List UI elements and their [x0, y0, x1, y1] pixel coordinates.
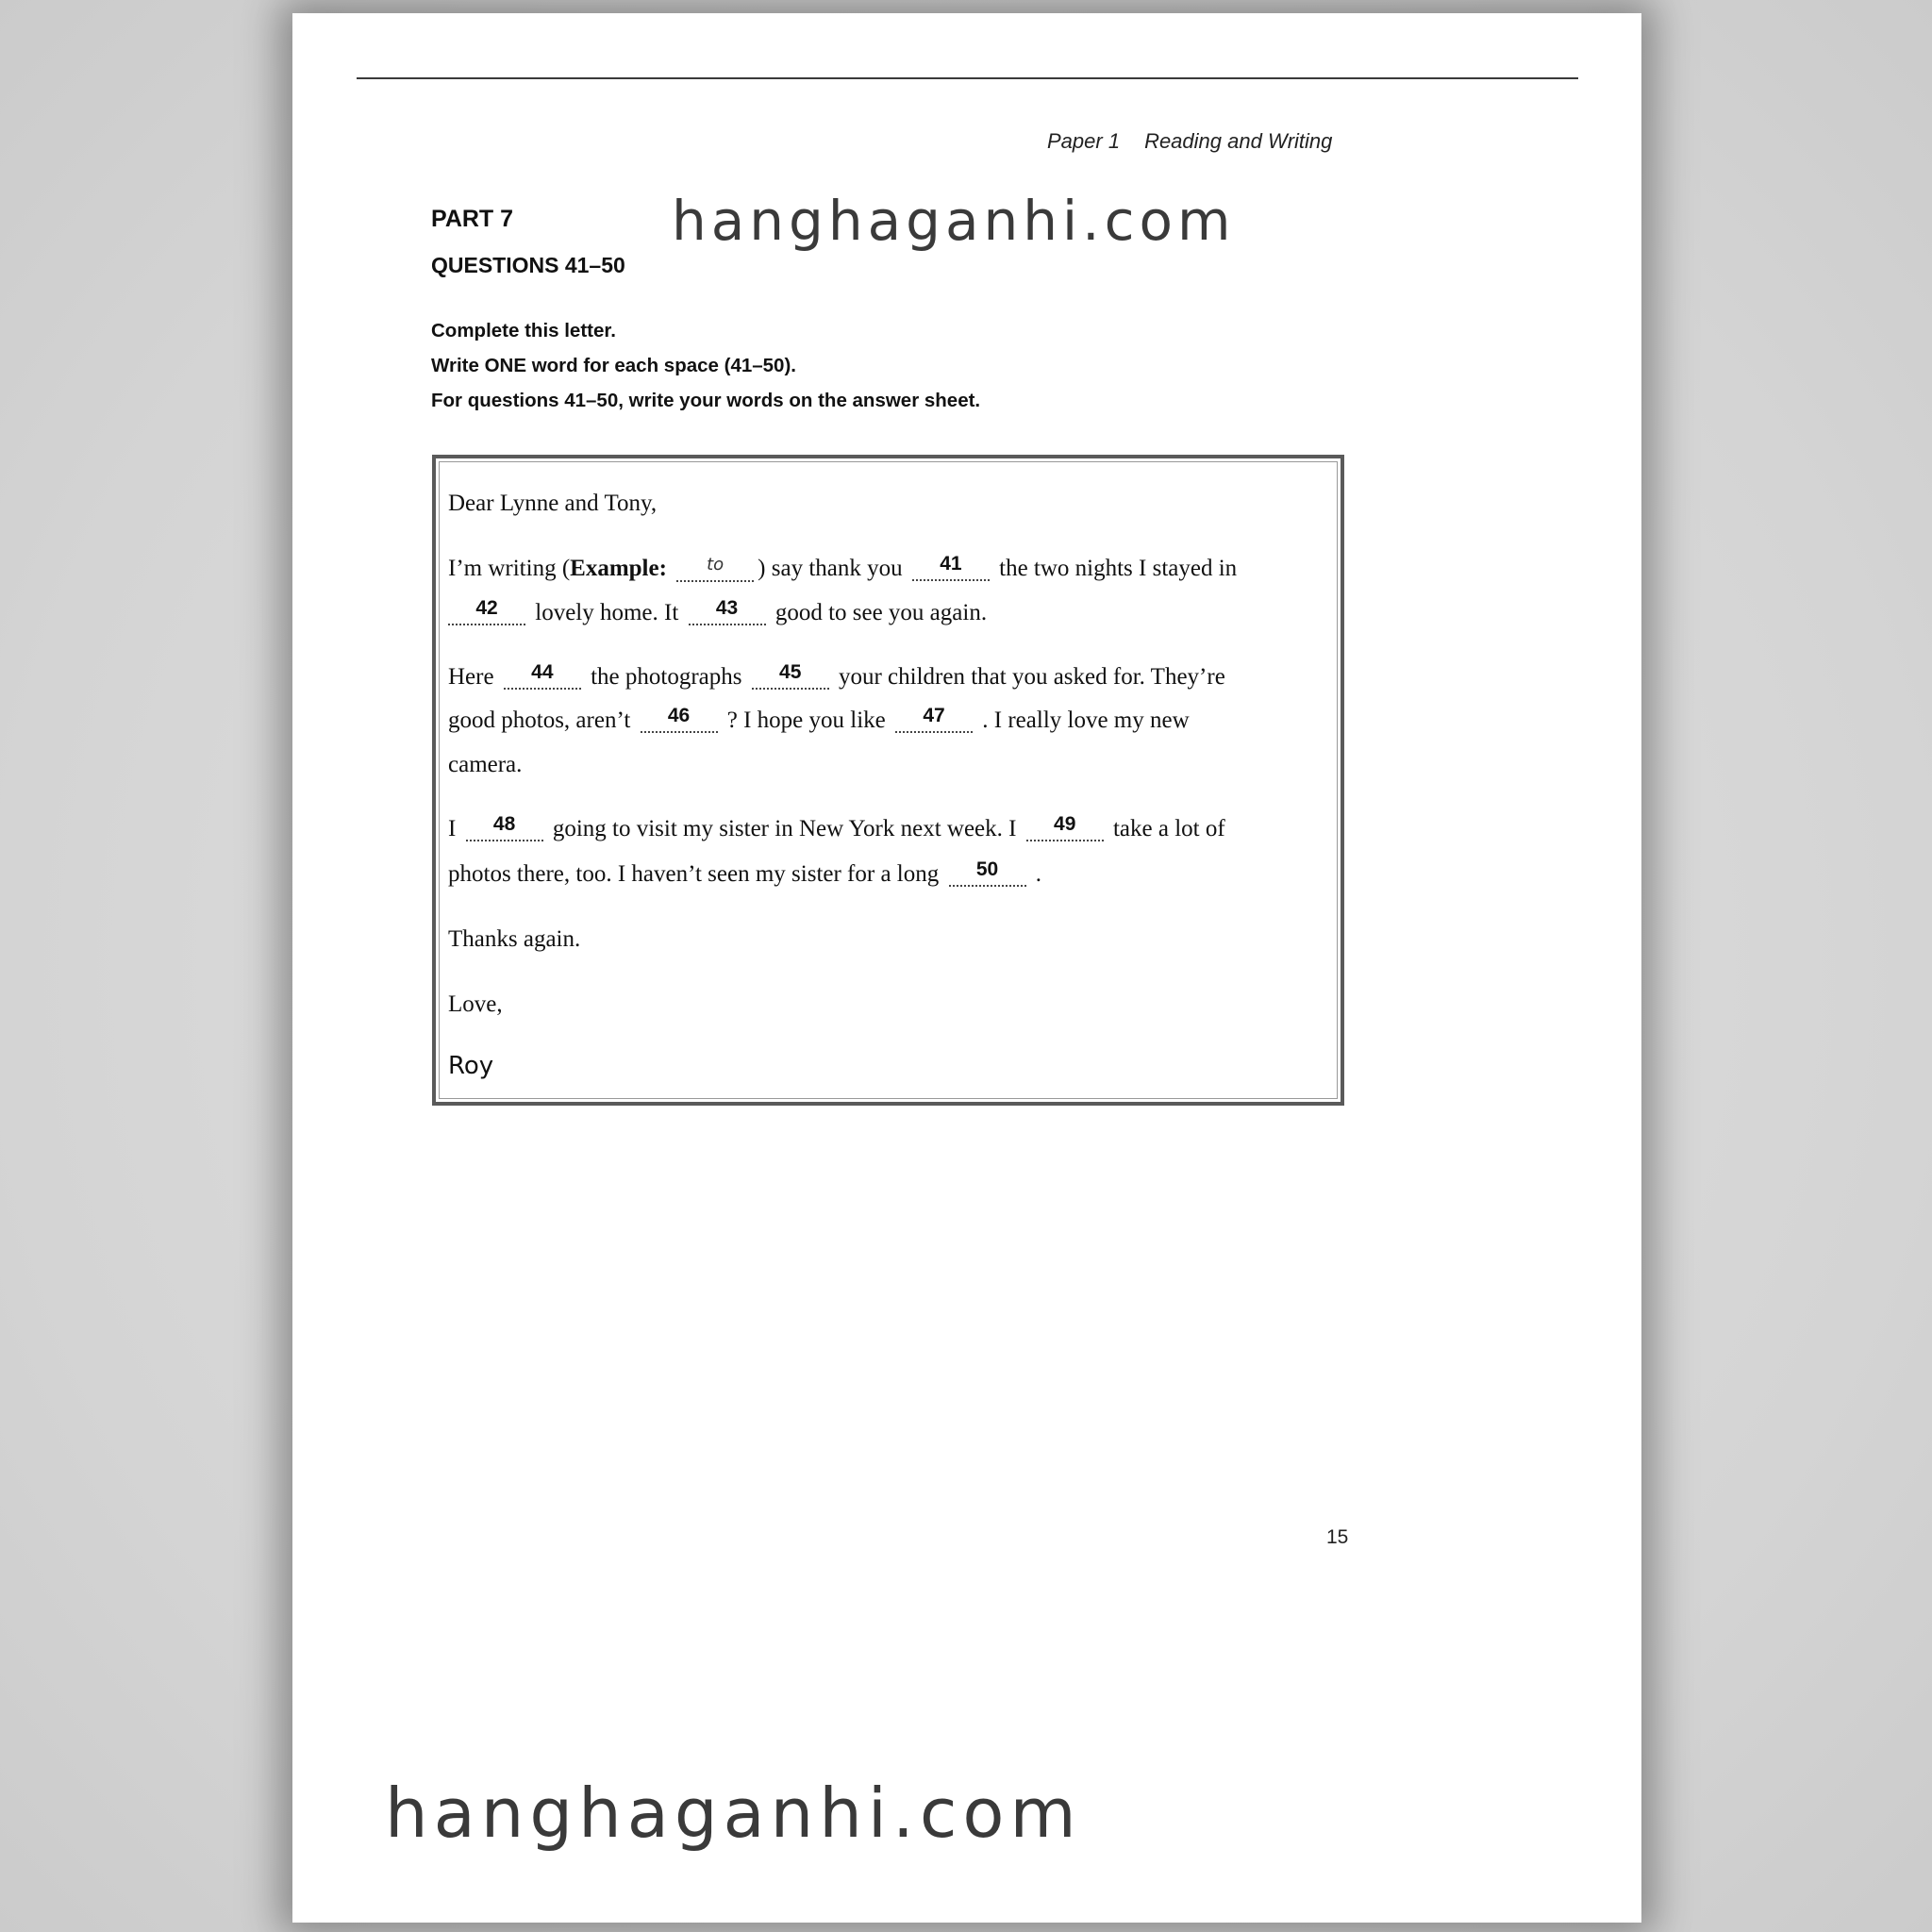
exam-page — [292, 13, 1641, 1923]
part-title: PART 7 — [431, 206, 514, 232]
letter-text: going to visit my sister in New York next week. I — [552, 816, 1017, 841]
gap-number: 41 — [940, 553, 962, 575]
letter-text: ? I hope you like — [726, 708, 886, 733]
letter-closing: Love, — [448, 991, 503, 1017]
letter-line — [448, 858, 1042, 888]
gap-number: 48 — [492, 813, 516, 835]
gap-49[interactable] — [1026, 813, 1104, 841]
letter-line — [448, 813, 1225, 842]
instruction-line: Write ONE word for each space (41–50). — [431, 355, 796, 376]
gap-number: 49 — [1054, 813, 1076, 835]
letter-line — [448, 705, 1190, 734]
instruction-line: Complete this letter. — [431, 320, 616, 341]
letter-thanks: Thanks again. — [448, 926, 581, 952]
gap-41[interactable] — [912, 553, 990, 581]
instruction-line: For questions 41–50, write your words on the answer sheet. — [431, 390, 981, 411]
gap-45[interactable] — [752, 661, 829, 690]
questions-title: QUESTIONS 41–50 — [431, 253, 625, 277]
page-number: 15 — [1326, 1526, 1349, 1548]
example-answer: to — [707, 555, 724, 575]
gap-number: 43 — [715, 597, 739, 619]
gap-50[interactable] — [949, 858, 1026, 887]
gap-44[interactable] — [504, 661, 581, 690]
instructions — [431, 313, 980, 418]
letter-text: photos there, too. I haven’t seen my sister for a long — [448, 861, 940, 887]
gap-number: 42 — [475, 597, 498, 619]
header-rule — [357, 77, 1578, 79]
letter-text: . I really love my new — [982, 708, 1190, 733]
letter-text: lovely home. It — [535, 600, 679, 625]
example-gap — [676, 555, 754, 582]
watermark-bottom: hanghaganhi.com — [385, 1774, 1082, 1853]
gap-42[interactable] — [448, 597, 525, 625]
letter-text: your children that you asked for. They’re — [838, 664, 1225, 690]
letter-text: ) say thank you — [758, 556, 903, 581]
gap-number: 46 — [667, 705, 691, 726]
watermark-top: hanghaganhi.com — [672, 189, 1236, 253]
letter-signature: Roy — [448, 1052, 494, 1080]
letter-text: the photographs — [591, 664, 742, 690]
letter-line — [448, 597, 988, 626]
running-head — [1047, 129, 1332, 154]
letter-text: take a lot of — [1112, 816, 1225, 841]
paper-title: Reading and Writing — [1144, 129, 1333, 153]
gap-number: 44 — [531, 661, 554, 683]
gap-48[interactable] — [466, 813, 543, 841]
letter-greeting: Dear Lynne and Tony, — [448, 491, 658, 516]
gap-number: 45 — [779, 661, 802, 683]
gap-47[interactable] — [895, 705, 973, 733]
gap-46[interactable] — [641, 705, 718, 733]
letter-text: the two nights I stayed in — [999, 556, 1238, 581]
letter-line — [448, 553, 1238, 582]
letter-line: camera. — [448, 752, 523, 777]
example-label: Example: — [570, 556, 667, 581]
letter-text: . — [1035, 861, 1042, 887]
gap-number: 50 — [975, 858, 999, 880]
letter-text: good photos, aren’t — [448, 708, 631, 733]
letter-text: good to see you again. — [774, 600, 988, 625]
letter-text: I — [448, 816, 457, 841]
letter-line — [448, 661, 1225, 691]
gap-43[interactable] — [689, 597, 766, 625]
letter-box — [432, 455, 1344, 1106]
gap-number: 47 — [923, 705, 945, 726]
letter-text: I’m writing ( — [448, 556, 571, 581]
paper-label: Paper 1 — [1047, 129, 1121, 153]
letter-text: Here — [448, 664, 494, 690]
